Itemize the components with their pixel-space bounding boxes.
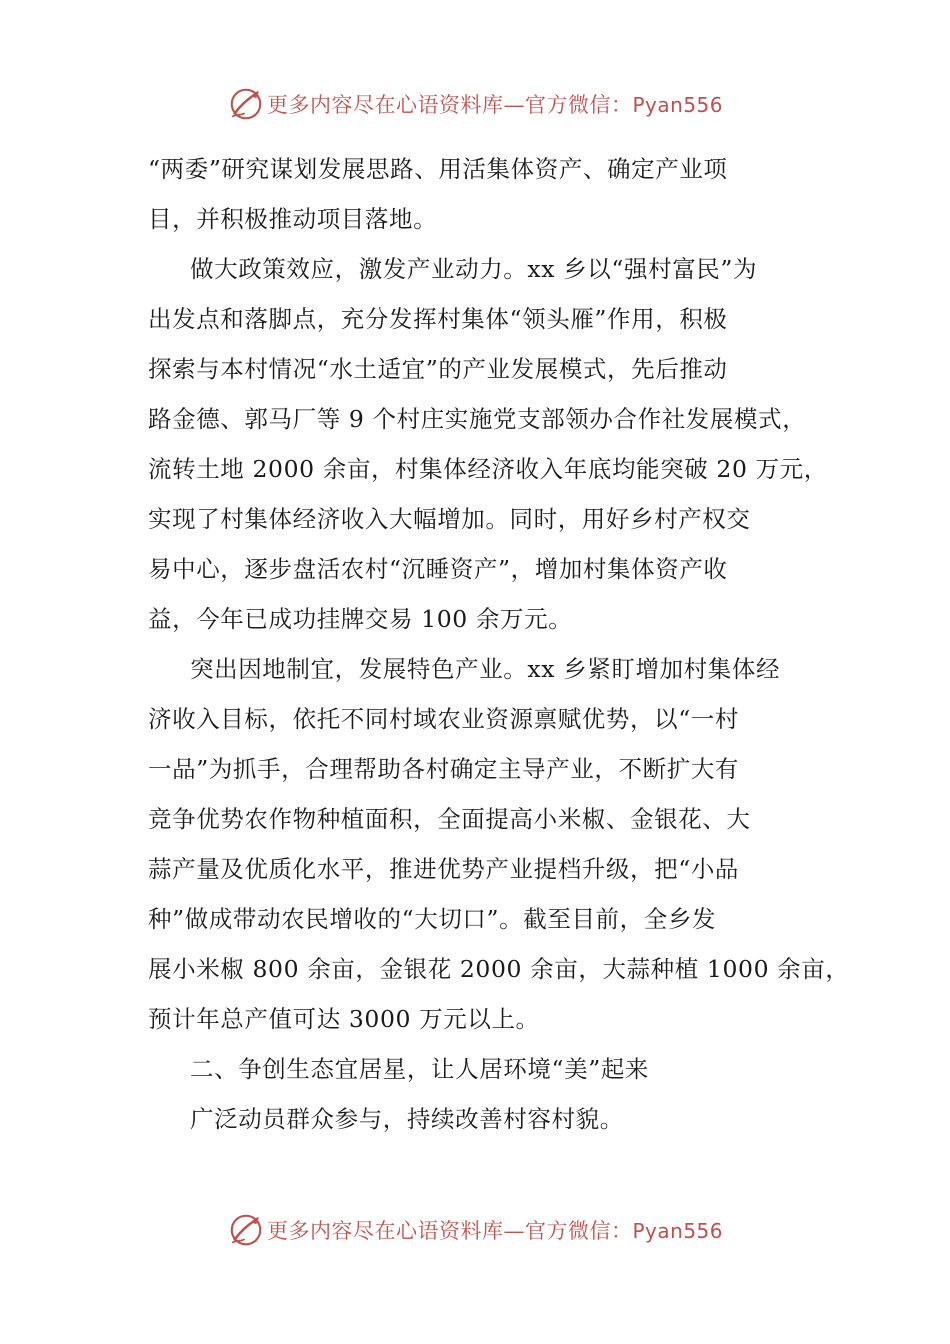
- paragraph-start-line: 突出因地制宜，发展特色产业。xx 乡紧盯增加村集体经: [190, 655, 781, 683]
- body-line: 种”做成带动农民增收的“大切口”。截至目前，全乡发: [148, 905, 717, 933]
- watermark-handle: Pyan556: [632, 93, 723, 117]
- body-line: 目，并积极推动项目落地。: [148, 205, 438, 233]
- paragraph-start-line: 广泛动员群众参与，持续改善村容村貌。: [190, 1105, 624, 1133]
- section-heading: 二、争创生态宜居星，让人居环境“美”起来: [190, 1055, 650, 1083]
- body-line: 流转土地 2000 余亩，村集体经济收入年底均能突破 20 万元，: [148, 455, 828, 483]
- body-line: 展小米椒 800 余亩，金银花 2000 余亩，大蒜种植 1000 余亩，: [148, 955, 850, 983]
- body-line: 预计年总产值可达 3000 万元以上。: [148, 1005, 540, 1033]
- body-line: 济收入目标，依托不同村域农业资源禀赋优势，以“一村: [148, 705, 740, 733]
- watermark-label: 更多内容尽在心语资料库—官方微信：: [266, 93, 633, 117]
- pen-logo-icon: [227, 1211, 265, 1249]
- body-line: 竞争优势农作物种植面积，全面提高小米椒、金银花、大: [148, 805, 751, 833]
- watermark-handle: Pyan556: [632, 1219, 723, 1243]
- body-line: 路金德、郭马厂等 9 个村庄实施党支部领办合作社发展模式，: [148, 405, 807, 433]
- body-line: 易中心，逐步盘活农村“沉睡资产”，增加村集体资产收: [148, 555, 728, 583]
- watermark-label: 更多内容尽在心语资料库—官方微信：: [266, 1219, 633, 1243]
- body-line: 实现了村集体经济收入大幅增加。同时，用好乡村产权交: [148, 505, 751, 533]
- body-line: 探索与本村情况“水土适宜”的产业发展模式，先后推动: [148, 355, 728, 383]
- watermark-text: [267, 1215, 723, 1245]
- body-line: 一品”为抓手，合理帮助各村确定主导产业，不断扩大有: [148, 755, 740, 783]
- body-line: 出发点和落脚点，充分发挥村集体“领头雁”作用，积极: [148, 305, 728, 333]
- paragraph-start-line: 做大政策效应，激发产业动力。xx 乡以“强村富民”为: [190, 255, 758, 283]
- body-line: 蒜产量及优质化水平，推进优势产业提档升级，把“小品: [148, 855, 740, 883]
- body-line: 益，今年已成功挂牌交易 100 余万元。: [148, 605, 573, 633]
- body-line: “两委”研究谋划发展思路、用活集体资产、确定产业项: [148, 155, 728, 183]
- footer-watermark: [0, 1208, 950, 1252]
